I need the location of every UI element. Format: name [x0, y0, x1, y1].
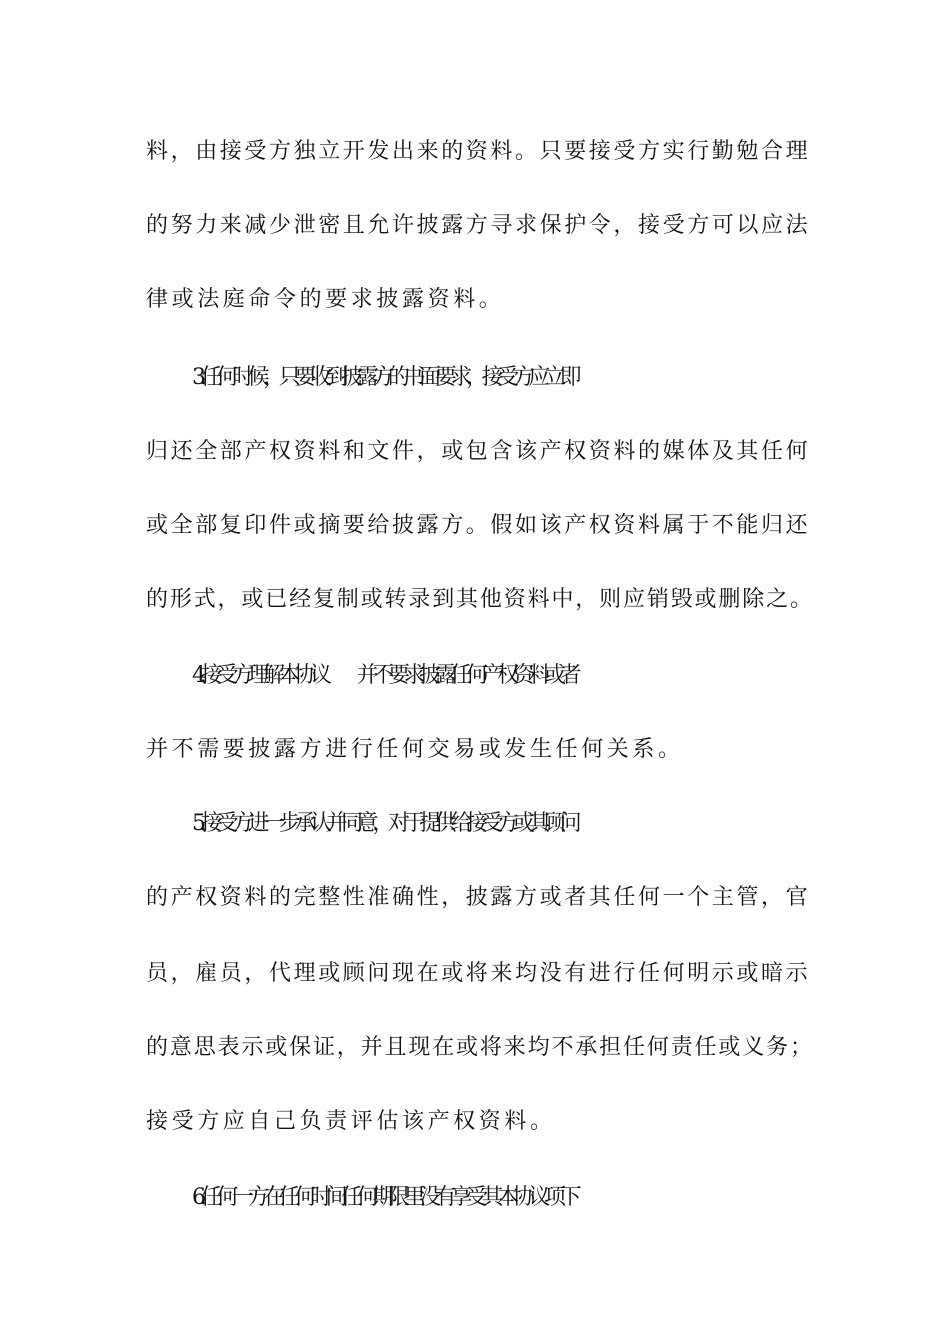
text-line: 或全部复印件或摘要给披露方。假如该产权资料属于不能归还 — [146, 513, 811, 538]
text-line: 并不需要披露方进行任何交易或发生任何关系。 — [146, 737, 684, 762]
clause-4-start: 4. 接受方理解本协议 并不要求披露任何产权资料或者 — [192, 663, 576, 688]
text-line: 归还全部产权资料和文件，或包含该产权资料的媒体及其任何 — [146, 439, 811, 464]
text-line: 律或法庭命令的要求披露资料。 — [146, 287, 505, 312]
clause-3-start: 3. 任何时候，只要收到披露方的书面要求，接受方应立即 — [192, 365, 576, 390]
text-line: 的形式，或已经复制或转录到其他资料中，则应销毁或删除之。 — [146, 587, 814, 612]
text-line: 料，由接受方独立开发出来的资料。只要接受方实行勤勉合理 — [146, 139, 811, 164]
text-line: 的产权资料的完整性准确性，披露方或者其任何一个主管，官 — [146, 885, 811, 910]
text-line: 的意思表示或保证，并且现在或将来均不承担任何责任或义务； — [146, 1035, 814, 1060]
text-line: 的努力来减少泄密且允许披露方寻求保护令，接受方可以应法 — [146, 213, 811, 238]
text-line: 员，雇员，代理或顾问现在或将来均没有进行任何明示或暗示 — [146, 961, 811, 986]
clause-5-start: 5. 接受方进一步承认并同意，对于提供给接受方或其顾问 — [192, 811, 576, 836]
text-line: 接受方应自己负责评估该产权资料。 — [146, 1109, 556, 1134]
clause-6-start: 6. 任何一方在任何时间任何期限里没有享受其本协议项下 — [192, 1185, 576, 1210]
